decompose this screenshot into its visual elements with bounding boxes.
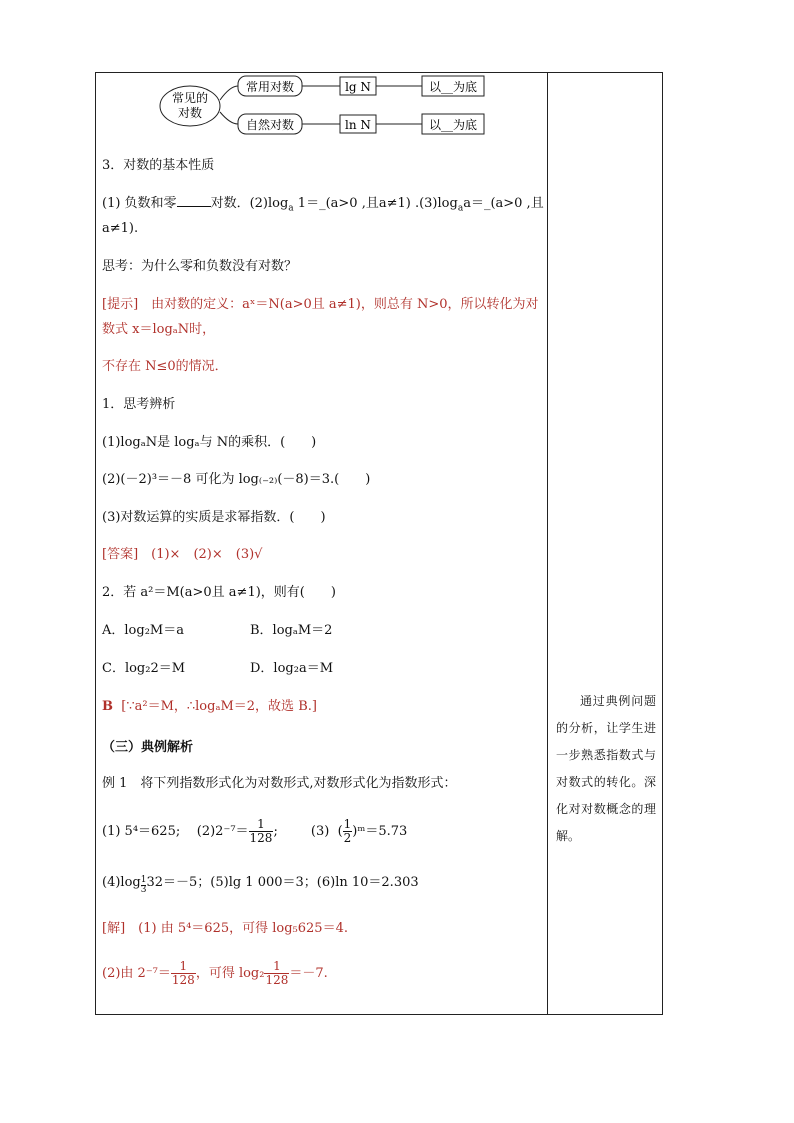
column-divider bbox=[547, 72, 548, 1015]
examples-heading: （三）典例解析 bbox=[102, 740, 194, 755]
example1-items-row1: (1) 5⁴＝625; (2)2⁻⁷＝ $\frac{1}{128}$ ; (3) ( $\frac{1}{2}$ )ᵐ＝5.73 bbox=[102, 817, 408, 845]
practice1-q2: (2)(－2)³＝－8 可化为 log₍₋₂₎(－8)＝3.( ) bbox=[102, 472, 371, 487]
section3-heading: 3．对数的基本性质 bbox=[102, 158, 215, 173]
option-c: C．log₂2＝M bbox=[102, 661, 186, 676]
center-label-1: 常见的 bbox=[171, 91, 209, 105]
example1-items-row2: (4)log $\frac{1}{3}$ 32＝－5；(5)lg 1 000＝3；(6)ln 10＝2.303 bbox=[102, 875, 419, 895]
solution-2: (2)由 2⁻⁷＝ $\frac{1}{128}$ ，可得 log₂ $\frac{1}{128}$ ＝－7. bbox=[102, 959, 328, 987]
natural-log-label: 自然对数 bbox=[245, 118, 295, 132]
practice1-q3: (3)对数运算的实质是求幂指数．( ) bbox=[102, 510, 326, 525]
hint-line-3: 不存在 N≤0的情况． bbox=[102, 359, 228, 374]
practice1-answer: [答案] (1)× (2)× (3)√ bbox=[102, 547, 263, 562]
option-d: D．log₂a＝M bbox=[250, 661, 334, 676]
hint-line-2: 数式 x＝logₐN时， bbox=[102, 322, 216, 337]
think-question: 思考：为什么零和负数没有对数？ bbox=[102, 259, 298, 274]
side-note bbox=[556, 688, 656, 850]
bottom-base-label: 以__为底 bbox=[428, 118, 478, 132]
common-log-label: 常用对数 bbox=[245, 80, 295, 94]
property-line-2: a≠1). bbox=[102, 221, 139, 236]
center-label-2: 对数 bbox=[177, 106, 203, 120]
lg-symbol: lg N bbox=[345, 80, 371, 94]
practice2-answer: B [∵a²＝M，∴logₐM＝2，故选 B.] bbox=[102, 699, 317, 714]
side-note-text: 通过典例问题的分析，让学生进一步熟悉指数式与对数式的转化。深化对对数概念的理解。 bbox=[556, 694, 656, 843]
solution-1: [解] (1) 由 5⁴＝625，可得 log₅625＝4. bbox=[102, 921, 348, 936]
practice1-q1: (1)logₐN是 logₐ与 N的乘积．( ) bbox=[102, 435, 317, 450]
example1-title: 例 1 将下列指数形式化为对数形式,对数形式化为指数形式： bbox=[102, 776, 457, 791]
practice1-heading: 1．思考辨析 bbox=[102, 397, 176, 412]
practice2-question: 2．若 a²＝M(a>0且 a≠1)，则有( ) bbox=[102, 585, 336, 600]
connector-bottom bbox=[220, 112, 238, 124]
hint-line-1: [提示] 由对数的定义：aˣ＝N(a>0且 a≠1)，则总有 N>0，所以转化为对 bbox=[102, 297, 539, 312]
option-a: A．log₂M＝a bbox=[102, 623, 184, 638]
property-line-1: (1) 负数和零 对数．$(2)\log_a$ 1＝_(a>0 ,且a≠1) $.(3)\log_aa=\_(a>0$ ,且 bbox=[102, 196, 544, 214]
option-b: B．logₐM＝2 bbox=[250, 623, 333, 638]
ln-symbol: ln N bbox=[345, 118, 371, 132]
top-base-label: 以__为底 bbox=[428, 80, 478, 94]
log-types-diagram bbox=[150, 74, 490, 138]
connector-top bbox=[220, 86, 238, 100]
